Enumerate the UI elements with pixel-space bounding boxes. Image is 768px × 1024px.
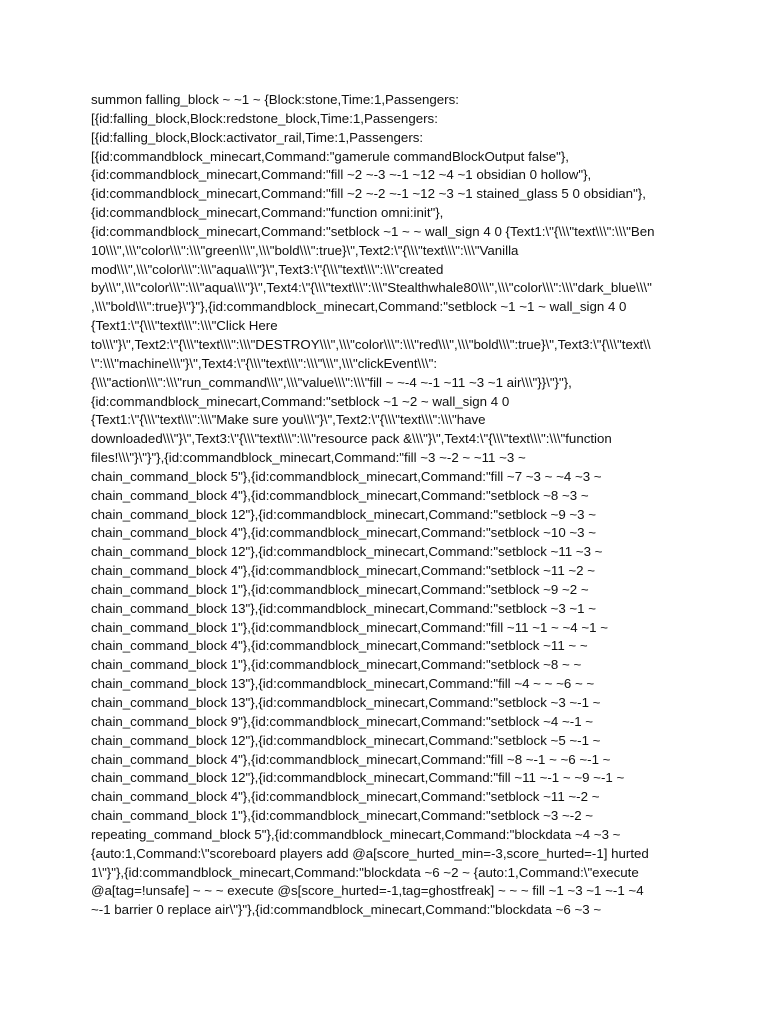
text-line: files!\\\"}\"}"},{id:commandblock_minecart,Command:"fill ~3 ~-2 ~ ~11 ~3 ~ (91, 450, 526, 466)
text-line: chain_command_block 13"},{id:commandblock_minecart,Command:"setblock ~3 ~-1 ~ (91, 695, 601, 710)
text-line: chain_command_block 1"},{id:commandblock_minecart,Command:"setblock ~9 ~2 ~ (91, 581, 589, 597)
text-line: [{id:falling_block,Block:redstone_block,Time:1,Passengers: (91, 110, 438, 126)
command-text-block (91, 91, 683, 920)
text-line: {id:commandblock_minecart,Command:"function omni:init"}, (91, 205, 444, 221)
text-line: chain_command_block 12"},{id:commandblock_minecart,Command:"setblock ~5 ~-1 ~ (91, 732, 601, 748)
text-line: ,\\\"bold\\\":true}\"}"},{id:commandblock_minecart,Command:"setblock ~1 ~1 ~ wall_sign 4 0 (91, 299, 627, 315)
text-line: {Text1:\"{\\\"text\\\":\\\"Make sure you\\\"}\",Text2:\"{\\\"text\\\":\\\"have (91, 412, 486, 428)
text-line: chain_command_block 12"},{id:commandblock_minecart,Command:"setblock ~11 ~3 ~ (91, 544, 603, 560)
text-line: 1\"}"},{id:commandblock_minecart,Command:"blockdata ~6 ~2 ~ {auto:1,Command:\"execute (91, 864, 639, 880)
text-line: ~-1 barrier 0 replace air\"}"},{id:commandblock_minecart,Command:"blockdata ~6 ~3 ~ (91, 902, 602, 918)
text-line: {id:commandblock_minecart,Command:"fill ~2 ~-3 ~-1 ~12 ~4 ~1 obsidian 0 hollow"}, (91, 167, 592, 183)
text-line: 10\\\",\\\"color\\\":\\\"green\\\",\\\"bold\\\":true}\",Text2:\"{\\\"text\\\":\\\"Vanilla (91, 242, 519, 258)
text-line: chain_command_block 4"},{id:commandblock_minecart,Command:"setblock ~11 ~-2 ~ (91, 789, 600, 805)
text-line: repeating_command_block 5"},{id:commandblock_minecart,Command:"blockdata ~4 ~3 ~ (91, 826, 621, 842)
text-line: chain_command_block 4"},{id:commandblock_minecart,Command:"fill ~8 ~-1 ~ ~6 ~-1 ~ (91, 751, 611, 767)
text-line: chain_command_block 1"},{id:commandblock_minecart,Command:"fill ~11 ~1 ~ ~4 ~1 ~ (91, 619, 608, 635)
text-line: {Text1:\"{\\\"text\\\":\\\"Click Here (91, 318, 278, 334)
text-line: chain_command_block 12"},{id:commandblock_minecart,Command:"fill ~11 ~-1 ~ ~9 ~-1 ~ (91, 770, 625, 786)
text-line: {\\\"action\\\":\\\"run_command\\\",\\\"value\\\":\\\"fill ~ ~-4 ~-1 ~11 ~3 ~1 air\\\"}}\"}"}, (91, 374, 572, 390)
text-line: chain_command_block 13"},{id:commandblock_minecart,Command:"fill ~4 ~ ~ ~6 ~ ~ (91, 676, 595, 692)
text-line: chain_command_block 13"},{id:commandblock_minecart,Command:"setblock ~3 ~1 ~ (91, 600, 597, 616)
text-line: chain_command_block 9"},{id:commandblock_minecart,Command:"setblock ~4 ~-1 ~ (91, 713, 594, 729)
text-line: chain_command_block 5"},{id:commandblock_minecart,Command:"fill ~7 ~3 ~ ~4 ~3 ~ (91, 468, 602, 484)
text-line: mod\\\",\\\"color\\\":\\\"aqua\\\"}\",Text3:\"{\\\"text\\\":\\\"created (91, 261, 444, 277)
text-line: chain_command_block 12"},{id:commandblock_minecart,Command:"setblock ~9 ~3 ~ (91, 506, 597, 522)
text-line: to\\\"}\",Text2:\"{\\\"text\\\":\\\"DESTROY\\\",\\\"color\\\":\\\"red\\\",\\\"bold\\\":true}\",Text3:\"{\\\"text\\ (91, 336, 651, 352)
text-line: {auto:1,Command:\"scoreboard players add @a[score_hurted_min=-3,score_hurted=-1] hurted (91, 845, 649, 861)
text-line: [{id:commandblock_minecart,Command:"gamerule commandBlockOutput false"}, (91, 148, 570, 164)
text-line: chain_command_block 4"},{id:commandblock_minecart,Command:"setblock ~8 ~3 ~ (91, 487, 589, 503)
text-line: {id:commandblock_minecart,Command:"setblock ~1 ~2 ~ wall_sign 4 0 (91, 393, 510, 409)
text-line: downloaded\\\"}\",Text3:\"{\\\"text\\\":\\\"resource pack &\\\"}\",Text4:\"{\\\"text\\\":\\\"function (91, 431, 612, 447)
text-line: chain_command_block 4"},{id:commandblock_minecart,Command:"setblock ~11 ~ ~ (91, 638, 588, 654)
text-line: chain_command_block 4"},{id:commandblock_minecart,Command:"setblock ~11 ~2 ~ (91, 563, 596, 579)
text-line: {id:commandblock_minecart,Command:"fill ~2 ~-2 ~-1 ~12 ~3 ~1 stained_glass 5 0 obsidian"}, (91, 186, 646, 202)
text-line: summon falling_block ~ ~1 ~ {Block:stone,Time:1,Passengers: (91, 92, 459, 107)
text-line: chain_command_block 1"},{id:commandblock_minecart,Command:"setblock ~3 ~-2 ~ (91, 808, 594, 824)
text-line: [{id:falling_block,Block:activator_rail,Time:1,Passengers: (91, 129, 424, 145)
text-line: by\\\",\\\"color\\\":\\\"aqua\\\"}\",Text4:\"{\\\"text\\\":\\\"Stealthwhale80\\\",\\\"color\\\":\\\"dark_blue\\\" (91, 280, 652, 296)
text-line: {id:commandblock_minecart,Command:"setblock ~1 ~ ~ wall_sign 4 0 {Text1:\"{\\\"text\\\":\\\"Ben (91, 223, 655, 239)
text-line: chain_command_block 1"},{id:commandblock_minecart,Command:"setblock ~8 ~ ~ (91, 657, 582, 673)
text-line: \":\\\"machine\\\"}\",Text4:\"{\\\"text\\\":\\\"\\\",\\\"clickEvent\\\": (91, 355, 438, 371)
text-line: chain_command_block 4"},{id:commandblock_minecart,Command:"setblock ~10 ~3 ~ (91, 525, 597, 541)
text-line: @a[tag=!unsafe] ~ ~ ~ execute @s[score_hurted=-1,tag=ghostfreak] ~ ~ ~ fill ~1 ~3 ~1 ~-1 ~4 (91, 883, 644, 899)
